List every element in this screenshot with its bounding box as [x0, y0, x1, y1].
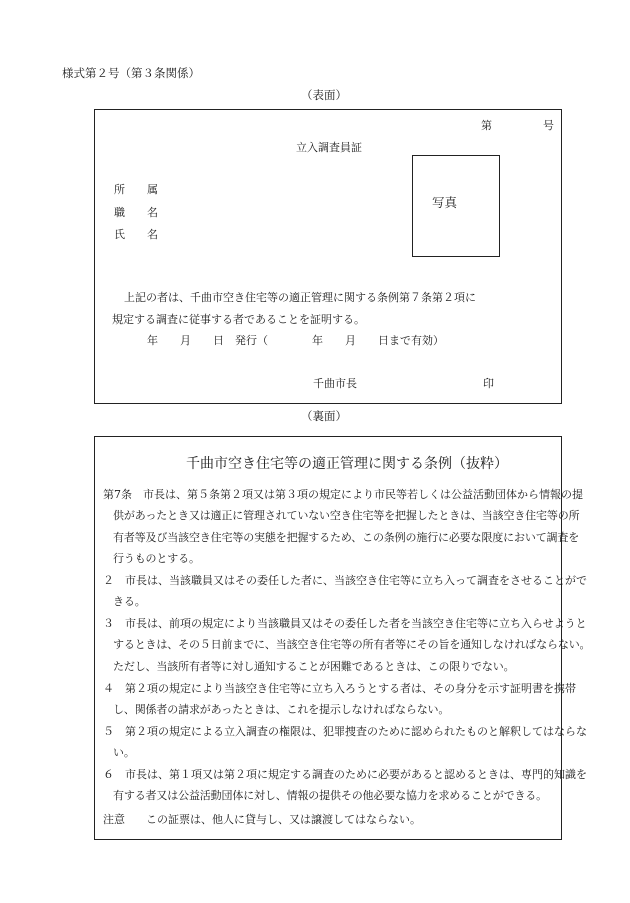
paragraph-line: 有者等及び当該空き住宅等の実態を把握するため、この条例の施行に必要な限度において調査を: [113, 530, 580, 544]
paragraph-line: 行うものとする。: [113, 552, 200, 566]
field-name-label: 氏 名: [114, 228, 158, 241]
certification-line-1: 上記の者は、千曲市空き住宅等の適正管理に関する条例第７条第２項に: [124, 291, 476, 304]
clause-4-paragraph: [103, 678, 576, 721]
paragraph-line: ４ 第２項の規定により当該空き住宅等に立ち入ろうとする者は、その身分を示す証明書を携帯: [103, 682, 576, 695]
paragraph-line: ６ 市長は、第１項又は第２項に規定する調査のために必要があると認めるときは、専門的知識を: [103, 768, 587, 781]
back-side-label: （裏面）: [301, 409, 347, 423]
clause-2-paragraph: [103, 570, 587, 613]
field-title-label: 職 名: [114, 206, 158, 219]
card-number-suffix: 号: [543, 119, 554, 132]
clause-5-paragraph: [103, 721, 587, 764]
paragraph-line: 第7条 市長は、第５条第２項又は第３項の規定により市民等若しくは公益活動団体から情報の提: [103, 488, 583, 501]
card-number-prefix: 第: [481, 119, 492, 132]
field-affiliation-label: 所 属: [114, 183, 158, 196]
paragraph-line: きる。: [113, 595, 146, 609]
note-label: 注意: [103, 813, 125, 826]
certification-line-2: 規定する調査に従事する者であることを証明する。: [112, 313, 365, 326]
article-7-paragraph: [103, 484, 583, 570]
paragraph-line: 有する者又は公益活動団体に対し、情報の提供その他必要な協力を求めることができる。: [113, 789, 547, 803]
paragraph-line: ただし、当該所有者等に対し通知することが困難であるときは、この限りでない。: [113, 659, 515, 673]
paragraph-line: し、関係者の請求があったときは、これを提示しなければならない。: [113, 703, 450, 717]
card-title: 立入調査員証: [296, 141, 362, 154]
form-number: 様式第２号（第３条関係）: [62, 66, 200, 80]
paragraph-line: ３ 市長は、前項の規定により当該職員又はその委任した者を当該空き住宅等に立ち入らせようと: [103, 617, 587, 630]
paragraph-line: い。: [113, 746, 135, 760]
note-text: この証票は、他人に貸与し、又は譲渡してはならない。: [146, 813, 421, 826]
paragraph-line: ５ 第２項の規定による立入調査の権限は、犯罪捜査のために認められたものと解釈してはならな: [103, 725, 587, 738]
seal-mark: 印: [483, 377, 494, 390]
clause-6-paragraph: [103, 764, 587, 807]
ordinance-title: 千曲市空き住宅等の適正管理に関する条例（抜粋）: [186, 456, 508, 472]
paragraph-line: 供があったとき又は適正に管理されていない空き住宅等を把握したときは、当該空き住宅等の所: [113, 509, 580, 523]
paragraph-line: ２ 市長は、当該職員又はその委任した者に、当該空き住宅等に立ち入って調査をさせることがで: [103, 574, 587, 587]
issue-validity-line: 年 月 日 発行（ 年 月 日まで有効）: [147, 334, 444, 347]
issuer-name: 千曲市長: [313, 377, 357, 390]
front-side-label: （表面）: [301, 88, 347, 102]
clause-3-paragraph: [103, 613, 591, 677]
photo-label: 写真: [432, 195, 458, 210]
paragraph-line: するときは、その５日前までに、当該空き住宅等の所有者等にその旨を通知しなければならない。: [113, 638, 591, 652]
